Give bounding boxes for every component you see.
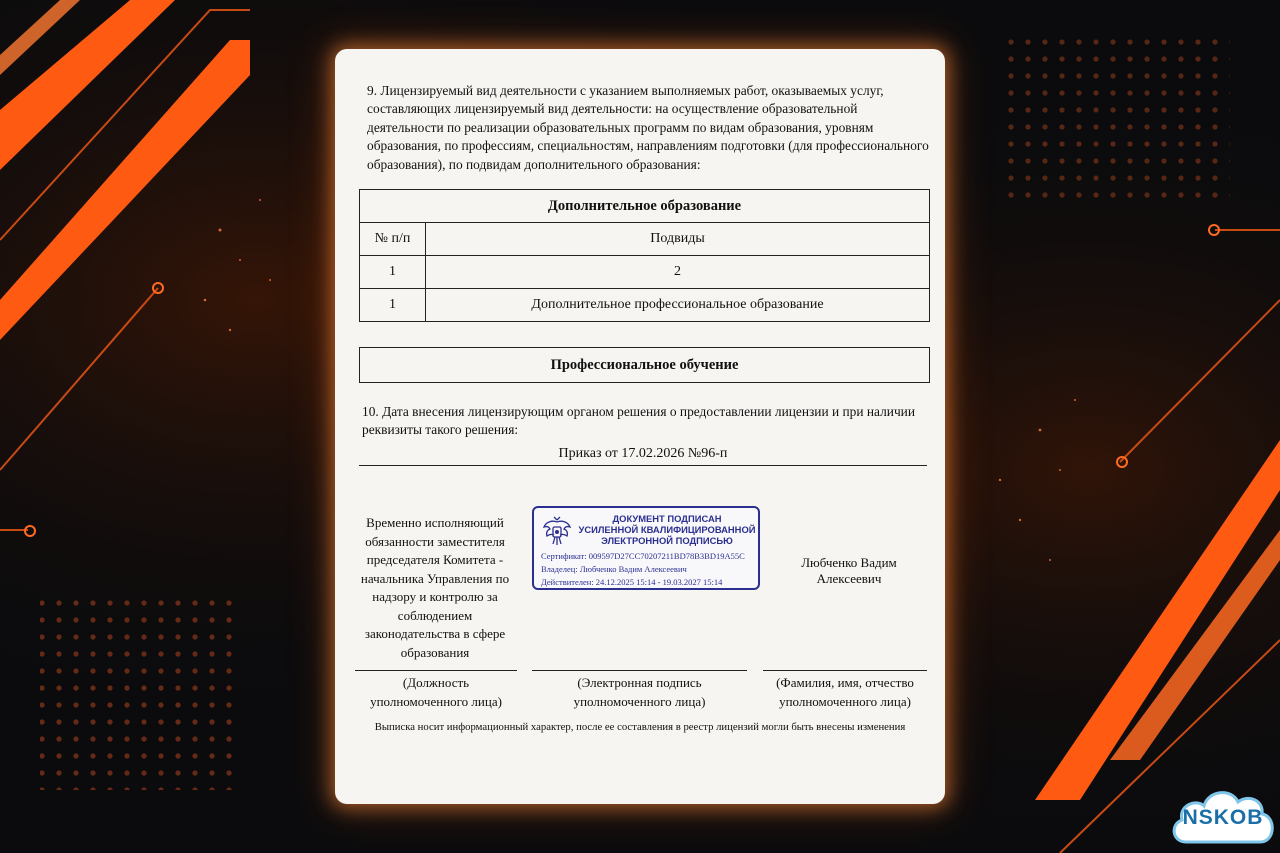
double-headed-eagle-emblem-icon xyxy=(540,514,574,548)
stamp-title-line: УСИЛЕННОЙ КВАЛИФИЦИРОВАННОЙ xyxy=(578,524,756,535)
license-extract-document xyxy=(335,49,945,804)
official-name: Любченко Вадим Алексеевич xyxy=(801,555,897,586)
table-cell: Дополнительное профессиональное образование xyxy=(426,289,930,322)
section-9-text: 9. Лицензируемый вид деятельности с указанием выполняемых работ, оказываемых услуг, составляющих лицензируемый вид деятельности: на осуществление образовательной деятельности по реализации образовательных программ по видам образования, уровням образования, по профессиям, специальностям, направлениям подготовки (для профессионального образования), по подвидам дополнительного образования: xyxy=(367,83,929,172)
table-row xyxy=(360,289,930,322)
signature-line-name xyxy=(763,670,927,671)
stamp-title-line: ДОКУМЕНТ ПОДПИСАН xyxy=(612,513,722,524)
additional-education-table xyxy=(359,189,930,322)
column-header-subtypes: Подвиды xyxy=(426,223,930,256)
caption-position: (Должность уполномоченного лица) xyxy=(370,675,502,709)
stamp-owner: Владелец: Любченко Вадим Алексеевич xyxy=(541,564,687,574)
divider-line xyxy=(359,465,927,466)
caption-name: (Фамилия, имя, отчество уполномоченного лица) xyxy=(776,675,914,709)
signature-line-position xyxy=(355,670,517,671)
caption-signature: (Электронная подпись уполномоченного лица) xyxy=(573,675,706,709)
electronic-signature-stamp xyxy=(532,506,760,590)
stamp-validity: Действителен: 24.12.2025 15:14 - 19.03.2027 15:14 xyxy=(541,577,723,587)
stamp-title xyxy=(574,513,760,546)
stamp-certificate: Сертификат: 009597D27CC70207211BD78B3BD19A55C xyxy=(541,551,745,561)
section-10-text: 10. Дата внесения лицензирующим органом решения о предоставлении лицензии и при наличии реквизиты такого решения: xyxy=(362,404,916,438)
additional-education-title: Дополнительное образование xyxy=(360,190,930,223)
column-header-number: № п/п xyxy=(360,223,426,256)
order-reference: Приказ от 17.02.2026 №96-п xyxy=(558,446,728,461)
stamp-title-line: ЭЛЕКТРОННОЙ ПОДПИСЬЮ xyxy=(601,535,733,546)
professional-training-table xyxy=(359,347,930,383)
signature-line-signature xyxy=(532,670,747,671)
disclaimer-note: Выписка носит информационный характер, после ее составления в реестр лицензий могли быть внесены изменения xyxy=(374,721,906,733)
table-cell: 1 xyxy=(360,256,426,289)
table-cell: 2 xyxy=(426,256,930,289)
table-row xyxy=(360,256,930,289)
table-cell: 1 xyxy=(360,289,426,322)
official-position: Временно исполняющий обязанности заместителя председателя Комитета - начальника Управления по надзору и контролю за соблюдением законодательства в сфере образования xyxy=(360,515,510,660)
watermark-logo: NSKOB xyxy=(1182,806,1264,829)
professional-training-title: Профессиональное обучение xyxy=(360,348,930,383)
